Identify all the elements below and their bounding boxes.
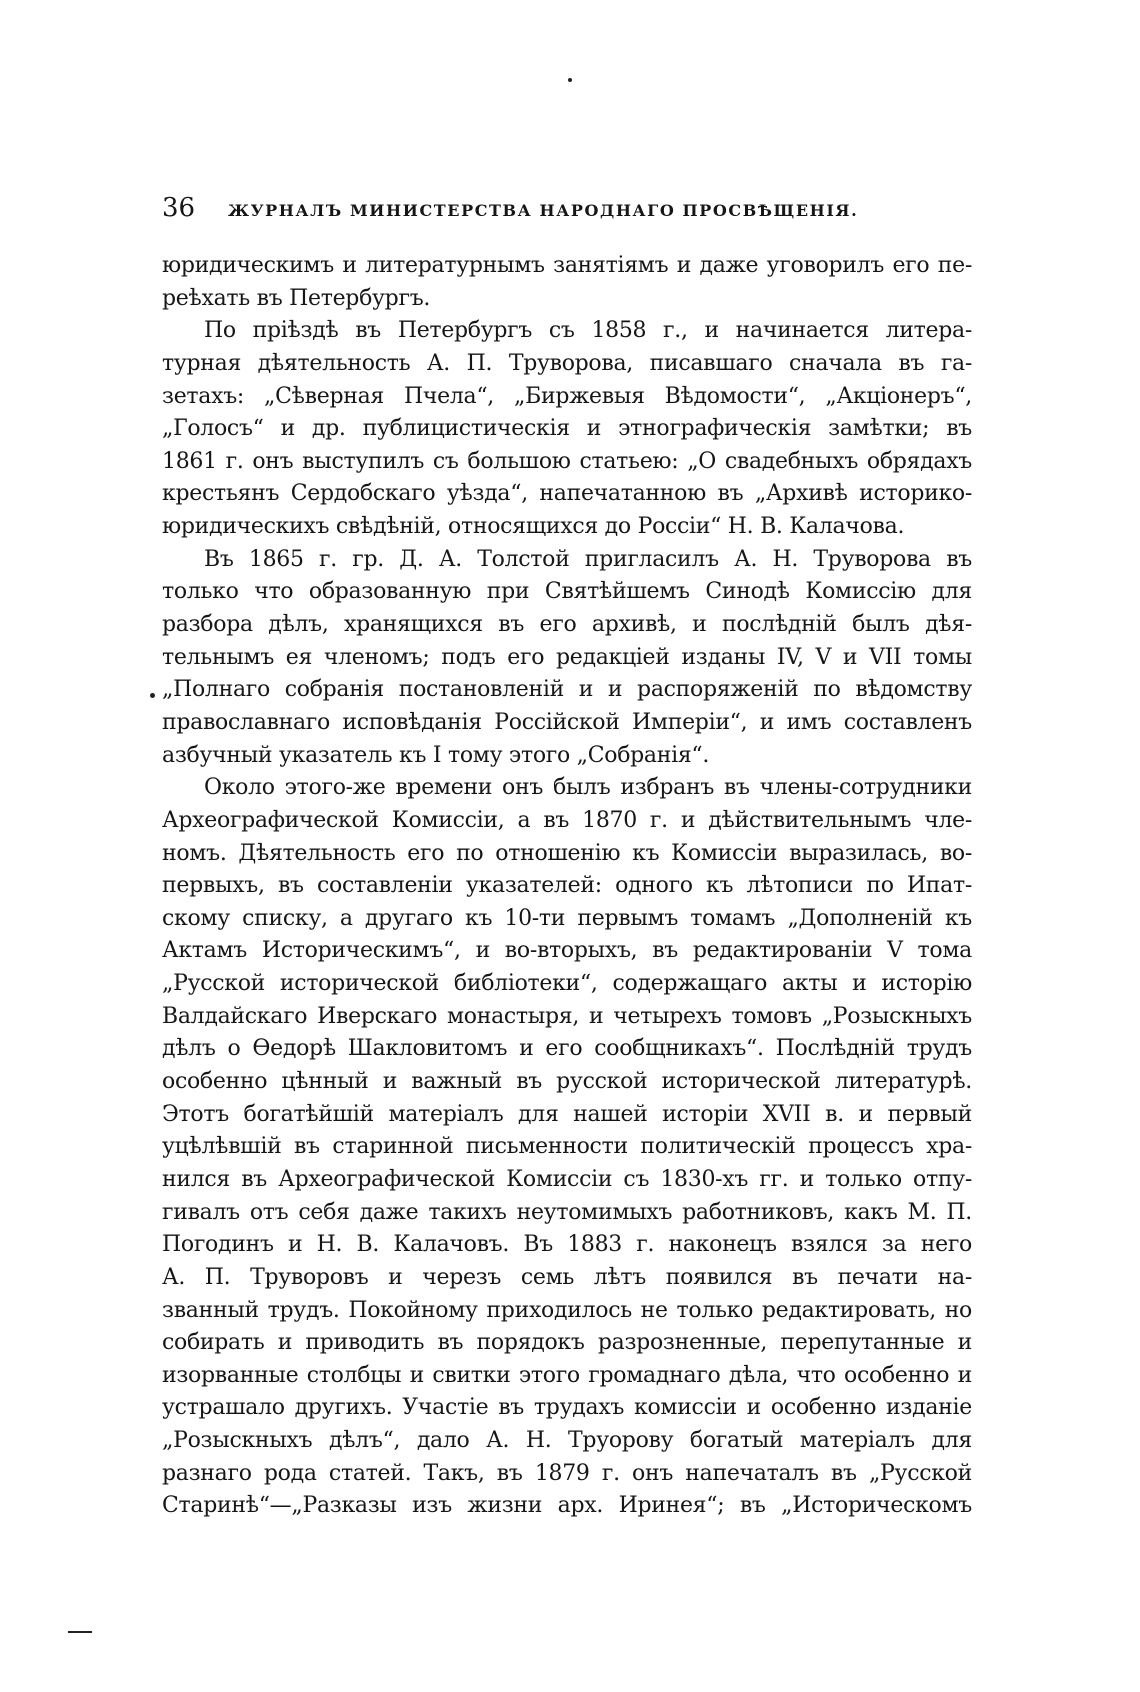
text-line: Погодинъ и Н. В. Калачовъ. Въ 1883 г. наконецъ взялся за него (162, 1232, 972, 1258)
margin-bullet (150, 693, 155, 698)
text-line: собирать и приводить въ порядокъ разрозненные, перепутанные и (162, 1330, 972, 1356)
page-header (162, 190, 982, 230)
text-line: особенно цѣнный и важный въ русской исторической литературѣ. (162, 1069, 972, 1095)
text-line: зетахъ: „Сѣверная Пчела“, „Биржевыя Вѣдомости“, „Акціонеръ“, (162, 383, 972, 409)
text-line: разбора дѣлъ, хранящихся въ его архивѣ, и послѣдній былъ дѣя- (162, 612, 972, 638)
text-line: юридическихъ свѣдѣній, относящихся до Россіи“ Н. В. Калачова. (162, 514, 905, 540)
text-line: турная дѣятельность А. П. Труворова, писавшаго сначала въ га- (162, 350, 972, 376)
text-line: устрашало другихъ. Участіе въ трудахъ комиссіи и особенно изданіе (162, 1395, 972, 1421)
text-line: изорванные столбцы и свитки этого громаднаго дѣла, что особенно и (162, 1362, 972, 1388)
text-line: юридическимъ и литературнымъ занятіямъ и даже уговорилъ его пе- (162, 253, 972, 278)
text-line: Около этого-же времени онъ былъ избранъ въ члены-сотрудники (204, 775, 972, 801)
text-line: По пріѣздѣ въ Петербургъ съ 1858 г., и начинается литера- (204, 318, 972, 344)
page-number: 36 (162, 193, 196, 223)
text-line: „Полнаго собранія постановленій и и распоряженій по вѣдомству (162, 677, 972, 703)
text-line: „Голосъ“ и др. публицистическія и этнографическія замѣтки; въ (162, 416, 972, 442)
top-speck (568, 78, 572, 82)
text-line: Старинѣ“—„Разказы изъ жизни арх. Иринея“; въ „Историческомъ (162, 1493, 972, 1519)
text-line: крестьянъ Сердобскаго уѣзда“, напечатанною въ „Архивѣ историко- (162, 481, 972, 507)
text-line: реѣхать въ Петербургъ. (162, 285, 431, 311)
text-line: 1861 г. онъ выступилъ съ большою статьею: „О свадебныхъ обрядахъ (162, 448, 972, 474)
text-line: „Русской исторической библіотеки“, содержащаго акты и исторію (162, 971, 972, 997)
text-line: званный трудъ. Покойному приходилось не только редактировать, но (162, 1297, 972, 1323)
text-line: уцѣлѣвшій въ старинной письменности политическій процессъ хра- (162, 1134, 972, 1160)
bottom-margin-mark (68, 1631, 92, 1633)
text-line: Этотъ богатѣйшій матеріалъ для нашей исторіи XVII в. и первый (162, 1101, 972, 1127)
text-line: Археографической Комиссіи, а въ 1870 г. и дѣйствительнымъ чле- (162, 807, 972, 833)
text-line: азбучный указатель къ I тому этого „Собранія“. (162, 742, 710, 768)
text-line: гивалъ отъ себя даже такихъ неутомимыхъ работниковъ, какъ М. П. (162, 1199, 972, 1225)
text-line: нился въ Археографической Комиссіи съ 1830-хъ гг. и только отпу- (162, 1166, 972, 1192)
text-line: „Розыскныхъ дѣлъ“, дало А. Н. Труорову богатый матеріалъ для (162, 1428, 972, 1454)
text-line: Актамъ Историческимъ“, и во-вторыхъ, въ редактированіи V тома (162, 938, 972, 964)
text-line: Валдайскаго Иверскаго монастыря, и четырехъ томовъ „Розыскныхъ (162, 1003, 972, 1029)
running-title: ЖУРНАЛЪ МИНИСТЕРСТВА НАРОДНАГО ПРОСВѢЩЕНІЯ. (228, 201, 859, 220)
text-line: Въ 1865 г. гр. Д. А. Толстой пригласилъ А. Н. Труворова въ (204, 546, 972, 572)
text-line: дѣлъ о Өедорѣ Шакловитомъ и его сообщникахъ“. Послѣдній трудъ (162, 1036, 972, 1062)
body-text (162, 250, 972, 1523)
text-line: скому списку, а другаго къ 10-ти первымъ томамъ „Дополненій къ (162, 905, 972, 931)
text-line: тельнымъ ея членомъ; подъ его редакціей изданы IV, V и VII томы (162, 644, 972, 670)
text-line: А. П. Труворовъ и черезъ семь лѣтъ появился въ печати на- (162, 1264, 972, 1290)
text-line: разнаго рода статей. Такъ, въ 1879 г. онъ напечаталъ въ „Русской (162, 1460, 972, 1486)
text-line: только что образованную при Святѣйшемъ Синодѣ Комиссію для (162, 579, 972, 605)
text-line: номъ. Дѣятельность его по отношенію къ Комиссіи выразилась, во- (162, 840, 972, 866)
text-line: первыхъ, въ составленіи указателей: одного къ лѣтописи по Ипат- (162, 873, 972, 899)
text-line: православнаго исповѣданія Россійской Имперіи“, и имъ составленъ (162, 709, 972, 735)
